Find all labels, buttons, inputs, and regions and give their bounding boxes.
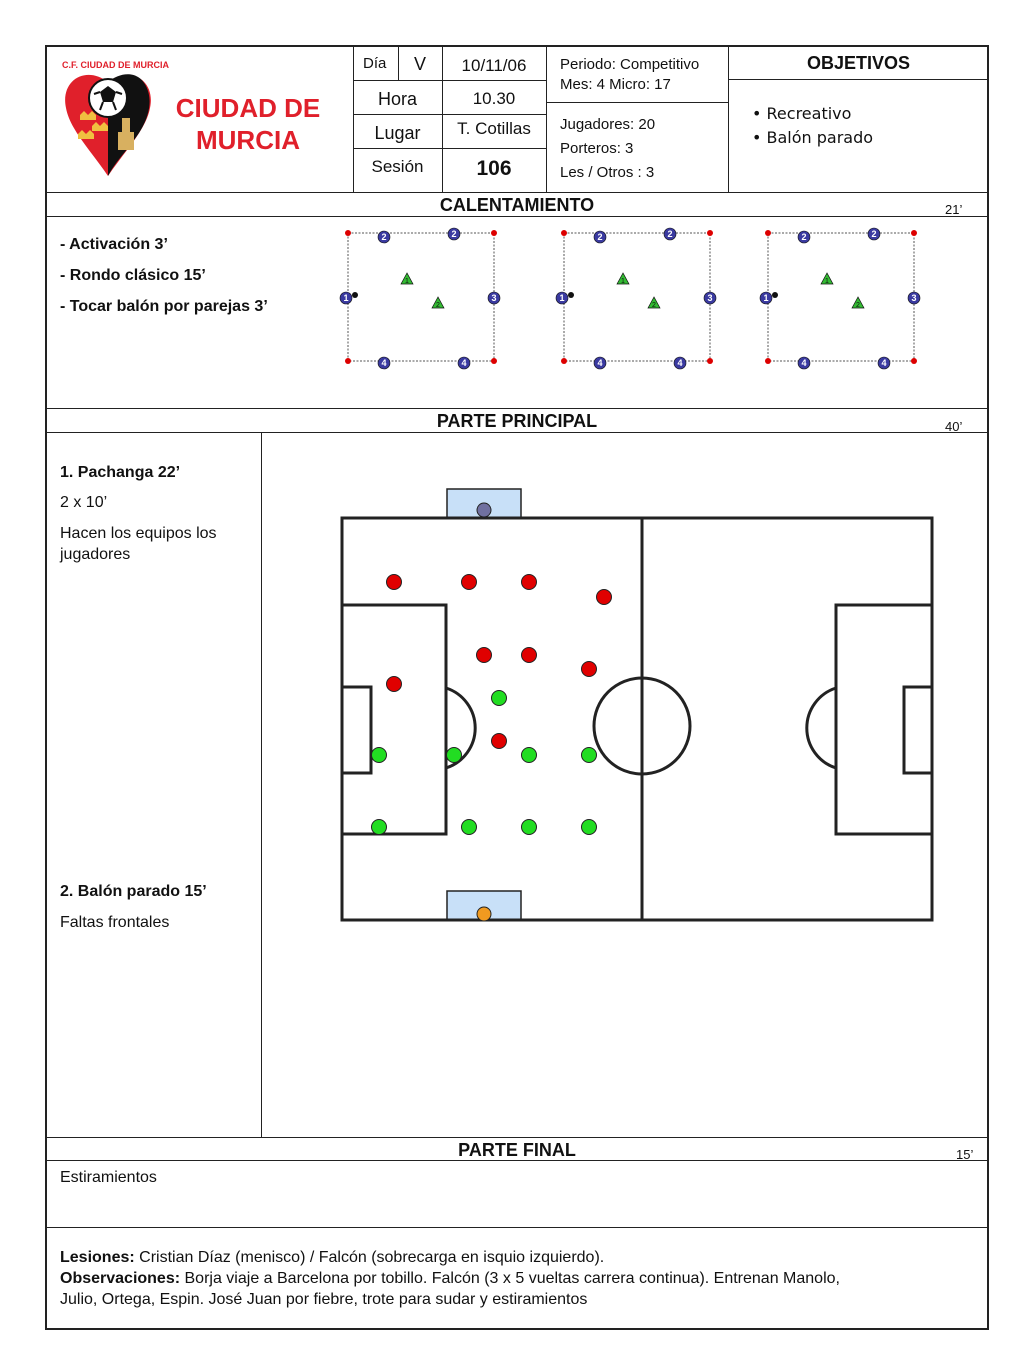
final-content: Estiramientos — [60, 1169, 157, 1186]
warmup-item: - Tocar balón por parejas 3’ — [60, 298, 268, 315]
section-divider — [45, 432, 989, 433]
green-team — [372, 691, 597, 835]
date-value: 10/11/06 — [461, 56, 527, 75]
final-time: 15’ — [956, 1147, 974, 1162]
header-divider — [546, 102, 728, 103]
exercise-2-line: Faltas frontales — [60, 914, 170, 931]
objetivos-title: OBJETIVOS — [806, 53, 911, 73]
section-divider — [45, 408, 989, 409]
club-crest-icon — [58, 60, 158, 185]
observaciones-line — [60, 1270, 840, 1288]
observaciones-line-2: Julio, Ortega, Espin. José Juan por fiebre, trote para sudar y estiramientos — [60, 1291, 588, 1308]
les-otros-text: Les / Otros : 3 — [560, 164, 655, 181]
section-divider — [45, 192, 989, 193]
rondo-diagrams — [330, 222, 940, 372]
lugar-label: Lugar — [374, 123, 421, 143]
club-name-line2: MURCIA — [196, 125, 300, 155]
sesion-value: 106 — [476, 157, 512, 180]
calentamiento-title: CALENTAMIENTO — [439, 195, 595, 215]
principal-column-divider — [261, 432, 262, 1137]
football-pitch — [330, 480, 950, 930]
header-divider — [353, 148, 546, 149]
exercise-1-line: 2 x 10’ — [60, 494, 108, 511]
jugadores-text: Jugadores: 20 — [560, 116, 656, 133]
rondo-diagram — [340, 228, 500, 369]
lesiones-text: Cristian Díaz (menisco) / Falcón (sobrecarga en isquio izquierdo). — [134, 1249, 605, 1266]
porteros-text: Porteros: 3 — [560, 140, 634, 157]
lugar-value: T. Cotillas — [457, 119, 531, 138]
objetivo-item: • Balón parado — [752, 128, 874, 147]
hora-value: 10.30 — [472, 89, 516, 108]
red-team — [387, 575, 612, 749]
exercise-1-title: 1. Pachanga 22’ — [60, 464, 181, 481]
principal-title: PARTE PRINCIPAL — [436, 411, 598, 431]
periodo-text: Periodo: Competitivo — [560, 56, 700, 73]
hora-label: Hora — [377, 89, 417, 109]
exercise-1-line: Hacen los equipos los — [60, 525, 217, 542]
header-divider — [546, 45, 547, 193]
club-logo — [58, 60, 169, 185]
exercise-2-title: 2. Balón parado 15’ — [60, 883, 207, 900]
logo-text: C.F. CIUDAD DE MURCIA — [62, 60, 169, 70]
observaciones-text: Borja viaje a Barcelona por tobillo. Falcón (3 x 5 vueltas carrera continua). Entrenan Manolo, — [180, 1270, 840, 1287]
calentamiento-time: 21’ — [945, 202, 963, 217]
header-divider — [353, 80, 546, 81]
exercise-1-line: jugadores — [60, 546, 131, 563]
header-divider — [728, 79, 989, 80]
rondo-diagram — [556, 228, 716, 369]
lesiones-line — [60, 1249, 604, 1267]
objetivo-item: • Recreativo — [752, 104, 852, 123]
header-divider — [353, 114, 546, 115]
observaciones-label: Observaciones: — [60, 1270, 181, 1287]
dia-label: Día — [363, 55, 387, 72]
section-divider — [45, 216, 989, 217]
mes-micro-text: Mes: 4 Micro: 17 — [560, 76, 671, 93]
final-title: PARTE FINAL — [458, 1140, 576, 1160]
section-divider — [45, 1227, 989, 1228]
lesiones-label: Lesiones: — [60, 1249, 135, 1266]
club-name-line1: CIUDAD DE — [175, 93, 321, 123]
dia-value: V — [413, 54, 426, 74]
principal-time: 40’ — [945, 419, 963, 434]
warmup-item: - Activación 3’ — [60, 236, 168, 253]
warmup-item: - Rondo clásico 15’ — [60, 267, 206, 284]
sesion-label: Sesión — [371, 157, 424, 176]
rondo-diagram — [760, 228, 920, 369]
section-divider — [45, 1137, 989, 1138]
